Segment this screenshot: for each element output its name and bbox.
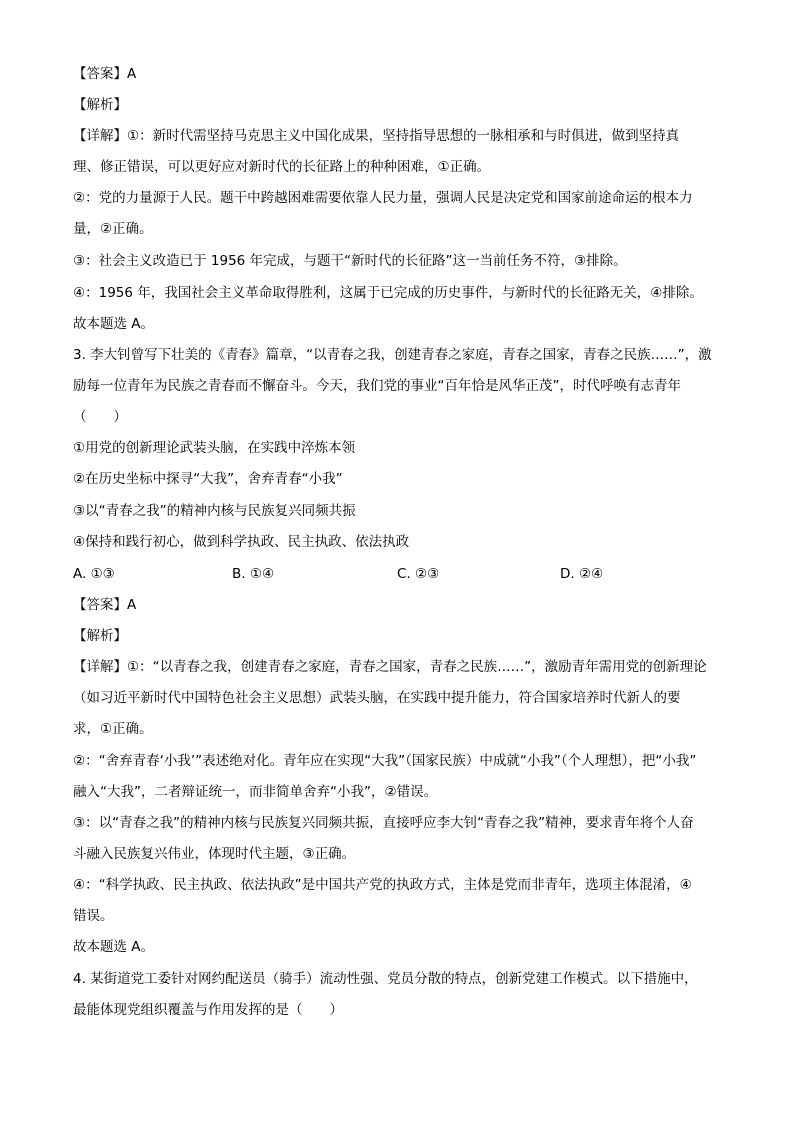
statement-item: ④保持和践行初心，做到科学执政、民主执政、依法执政 <box>73 534 410 550</box>
option-b: B. ①④ <box>232 566 275 582</box>
detail-line: ④：“科学执政、民主执政、依法执政”是中国共产党的执政方式，主体是党而非青年，选项主体混淆，④ <box>73 877 692 893</box>
detail-line: 错误。 <box>73 908 114 924</box>
option-d: D. ②④ <box>560 566 604 582</box>
detail-line: 量，②正确。 <box>73 221 153 237</box>
analysis-label: 【解析】 <box>73 628 127 644</box>
answer-label: 【答案】A <box>73 597 137 613</box>
analysis-label: 【解析】 <box>73 97 127 113</box>
option-a: A. ①③ <box>73 566 115 582</box>
conclusion-line: 故本题选 A。 <box>73 316 155 332</box>
detail-line: ③：社会主义改造已于 1956 年完成，与题干“新时代的长征路”这一当前任务不符，③排除。 <box>73 253 627 269</box>
detail-line: 斗融入民族复兴伟业，体现时代主题，③正确。 <box>73 846 356 862</box>
statement-item: ②在历史坐标中探寻“大我”，舍弃青春“小我” <box>73 471 343 487</box>
detail-line: 求，①正确。 <box>73 721 153 737</box>
answer-blank: （ ） <box>73 409 127 425</box>
detail-line: ②：“舍弃青春‘小我’”表述绝对化。青年应在实现“大我”（国家民族）中成就“小我”（个人理想），把“小我” <box>73 753 697 769</box>
detail-line: 【详解】①：“以青春之我，创建青春之家庭，青春之国家，青春之民族……”，激励青年需用党的创新理论 <box>73 659 707 675</box>
detail-line: 融入“大我”，二者辩证统一，而非简单舍弃“小我”，②错误。 <box>73 784 438 800</box>
detail-line: ④：1956 年，我国社会主义革命取得胜利，这属于已完成的历史事件，与新时代的长征路无关，④排除。 <box>73 285 703 301</box>
question-3-stem: 3. 李大钊曾写下壮美的《青春》篇章，“以青春之我，创建青春之家庭，青春之国家，青春之民族……”，激 <box>73 347 712 363</box>
option-c: C. ②③ <box>397 566 440 582</box>
detail-line: ③：以“青春之我”的精神内核与民族复兴同频共振，直接呼应李大钊“青春之我”精神，要求青年将个人奋 <box>73 815 694 831</box>
detail-line: 理、修正错误，可以更好应对新时代的长征路上的种种困难，①正确。 <box>73 159 491 175</box>
detail-line: 【详解】①：新时代需坚持马克思主义中国化成果，坚持指导思想的一脉相承和与时俱进，做到坚持真 <box>73 128 680 144</box>
statement-item: ①用党的创新理论武装头脑，在实践中淬炼本领 <box>73 440 356 456</box>
conclusion-line: 故本题选 A。 <box>73 939 155 955</box>
statement-item: ③以“青春之我”的精神内核与民族复兴同频共振 <box>73 503 356 519</box>
question-4-stem: 4. 某街道党工委针对网约配送员（骑手）流动性强、党员分散的特点，创新党建工作模式。以下措施中， <box>73 971 698 987</box>
detail-line: ②：党的力量源于人民。题干中跨越困难需要依靠人民力量，强调人民是决定党和国家前途命运的根本力 <box>73 190 693 206</box>
answer-label: 【答案】A <box>73 66 137 82</box>
detail-line: （如习近平新时代中国特色社会主义思想）武装头脑，在实践中提升能力，符合国家培养时代新人的要 <box>73 690 681 706</box>
question-4-stem: 最能体现党组织覆盖与作用发挥的是（ ） <box>73 1002 343 1018</box>
question-3-stem: 励每一位青年为民族之青春而不懈奋斗。今天，我们党的事业“百年恰是风华正茂”，时代呼唤有志青年 <box>73 378 681 394</box>
